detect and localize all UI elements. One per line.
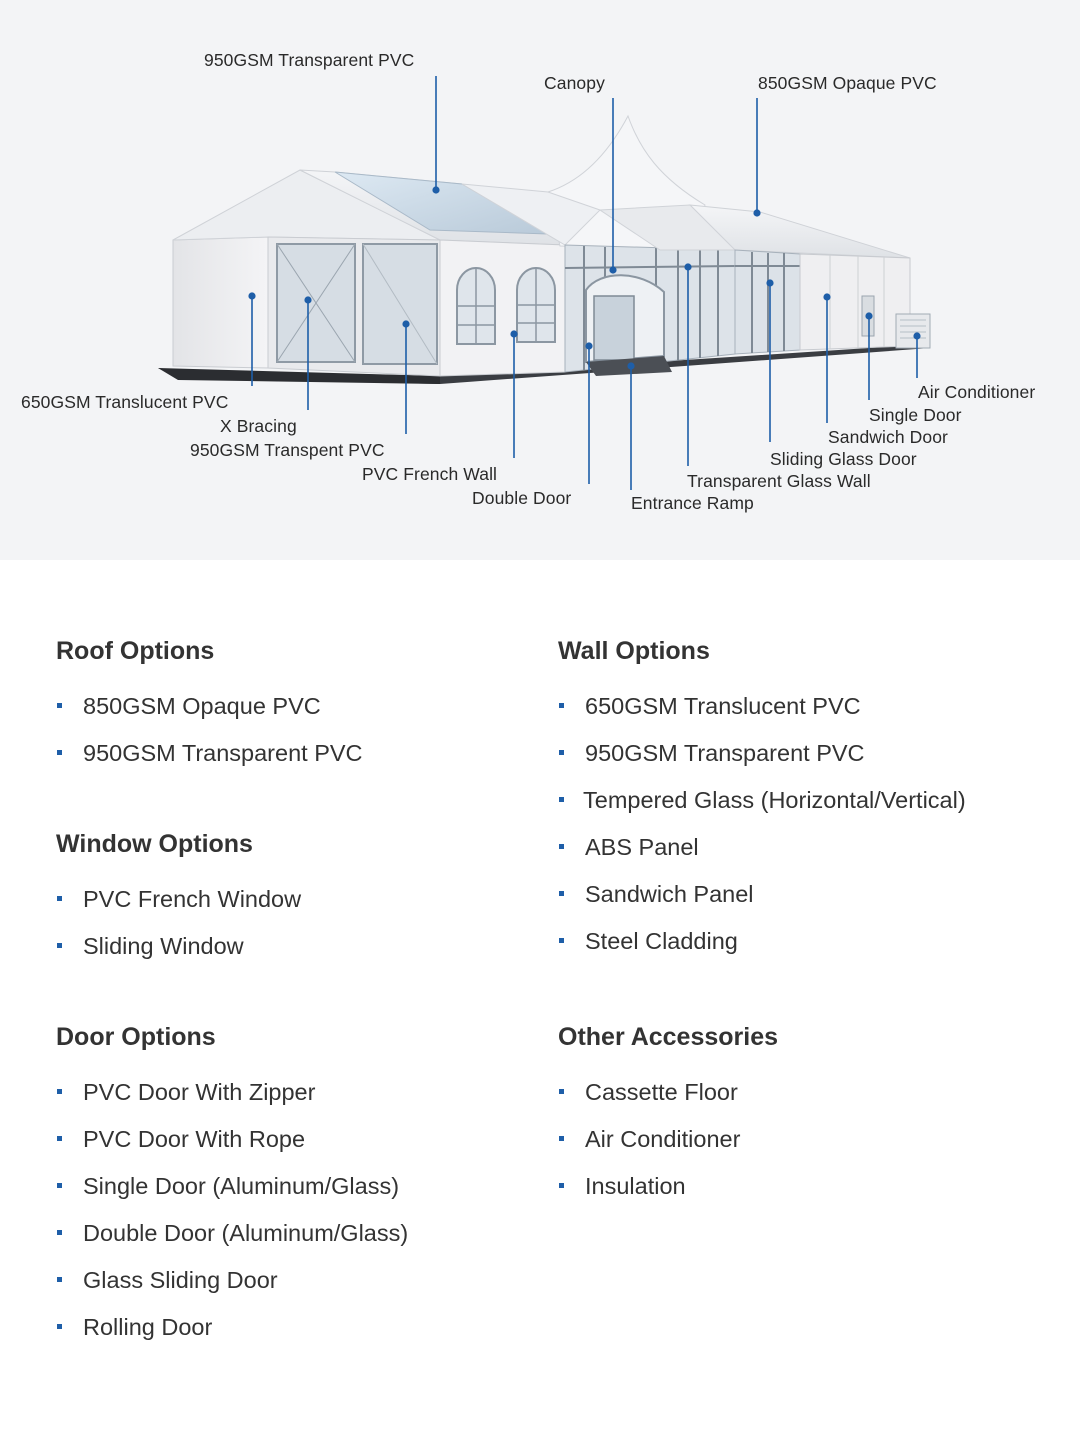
door-option-item: Rolling Door [83,1314,213,1340]
roof-option-item: 850GSM Opaque PVC [83,693,321,719]
bullet-icon [57,1089,62,1094]
bullet-icon [559,703,564,708]
bullet-icon [57,1324,62,1329]
callout-single-door: Single Door [869,405,962,425]
callout-air-conditioner: Air Conditioner [918,382,1036,402]
bullet-icon [57,943,62,948]
bullet-icon [57,1183,62,1188]
bullet-icon [559,1136,564,1141]
window-option-item: Sliding Window [83,933,244,959]
window-option-item: PVC French Window [83,886,302,912]
bullet-icon [57,1136,62,1141]
wall-option-item: Steel Cladding [585,928,738,954]
bullet-icon [57,1230,62,1235]
wall-option-item: ABS Panel [585,834,699,860]
bullet-icon [559,797,564,802]
accessory-item: Insulation [585,1173,686,1199]
bullet-icon [57,896,62,901]
callout-sliding-glass-door: Sliding Glass Door [770,449,917,469]
callout-x-bracing: X Bracing [220,416,297,436]
callout-canopy: Canopy [544,73,605,93]
door-option-item: PVC Door With Rope [83,1126,306,1152]
bullet-icon [559,891,564,896]
bullet-icon [559,938,564,943]
wall-option-item: Sandwich Panel [585,881,754,907]
callout-950gsm-transparent-pvc: 950GSM Transparent PVC [204,50,415,70]
callout-double-door: Double Door [472,488,572,508]
callout-sandwich-door: Sandwich Door [828,427,948,447]
door-option-item: Glass Sliding Door [83,1267,278,1293]
bullet-icon [57,750,62,755]
door-options-title: Door Options [56,1023,216,1051]
bullet-icon [559,1089,564,1094]
wall-options-title: Wall Options [558,637,710,665]
callout-transparent-glass-wall: Transparent Glass Wall [687,471,871,491]
callout-850gsm-opaque-pvc: 850GSM Opaque PVC [758,73,937,93]
door-option-item: Single Door (Aluminum/Glass) [83,1173,400,1199]
tent-diagram [0,0,1080,560]
accessory-item: Cassette Floor [585,1079,738,1105]
other-accessories-title: Other Accessories [558,1023,779,1051]
wall-option-item: 650GSM Translucent PVC [585,693,861,719]
door-option-item: PVC Door With Zipper [83,1079,316,1105]
bullet-icon [57,703,62,708]
door-option-item: Double Door (Aluminum/Glass) [83,1220,409,1246]
bullet-icon [559,750,564,755]
roof-option-item: 950GSM Transparent PVC [83,740,363,766]
accessory-item: Air Conditioner [585,1126,741,1152]
roof-options-title: Roof Options [56,637,215,665]
window-options-title: Window Options [56,830,253,858]
callout-650gsm-translucent-pvc: 650GSM Translucent PVC [21,392,229,412]
callout-950gsm-transpent-pvc: 950GSM Transpent PVC [190,440,385,460]
bullet-icon [57,1277,62,1282]
wall-option-item: Tempered Glass (Horizontal/Vertical) [583,787,966,813]
wall-option-item: 950GSM Transparent PVC [585,740,865,766]
bullet-icon [559,844,564,849]
callout-entrance-ramp: Entrance Ramp [631,493,754,513]
callout-pvc-french-wall: PVC French Wall [362,464,498,484]
bullet-icon [559,1183,564,1188]
